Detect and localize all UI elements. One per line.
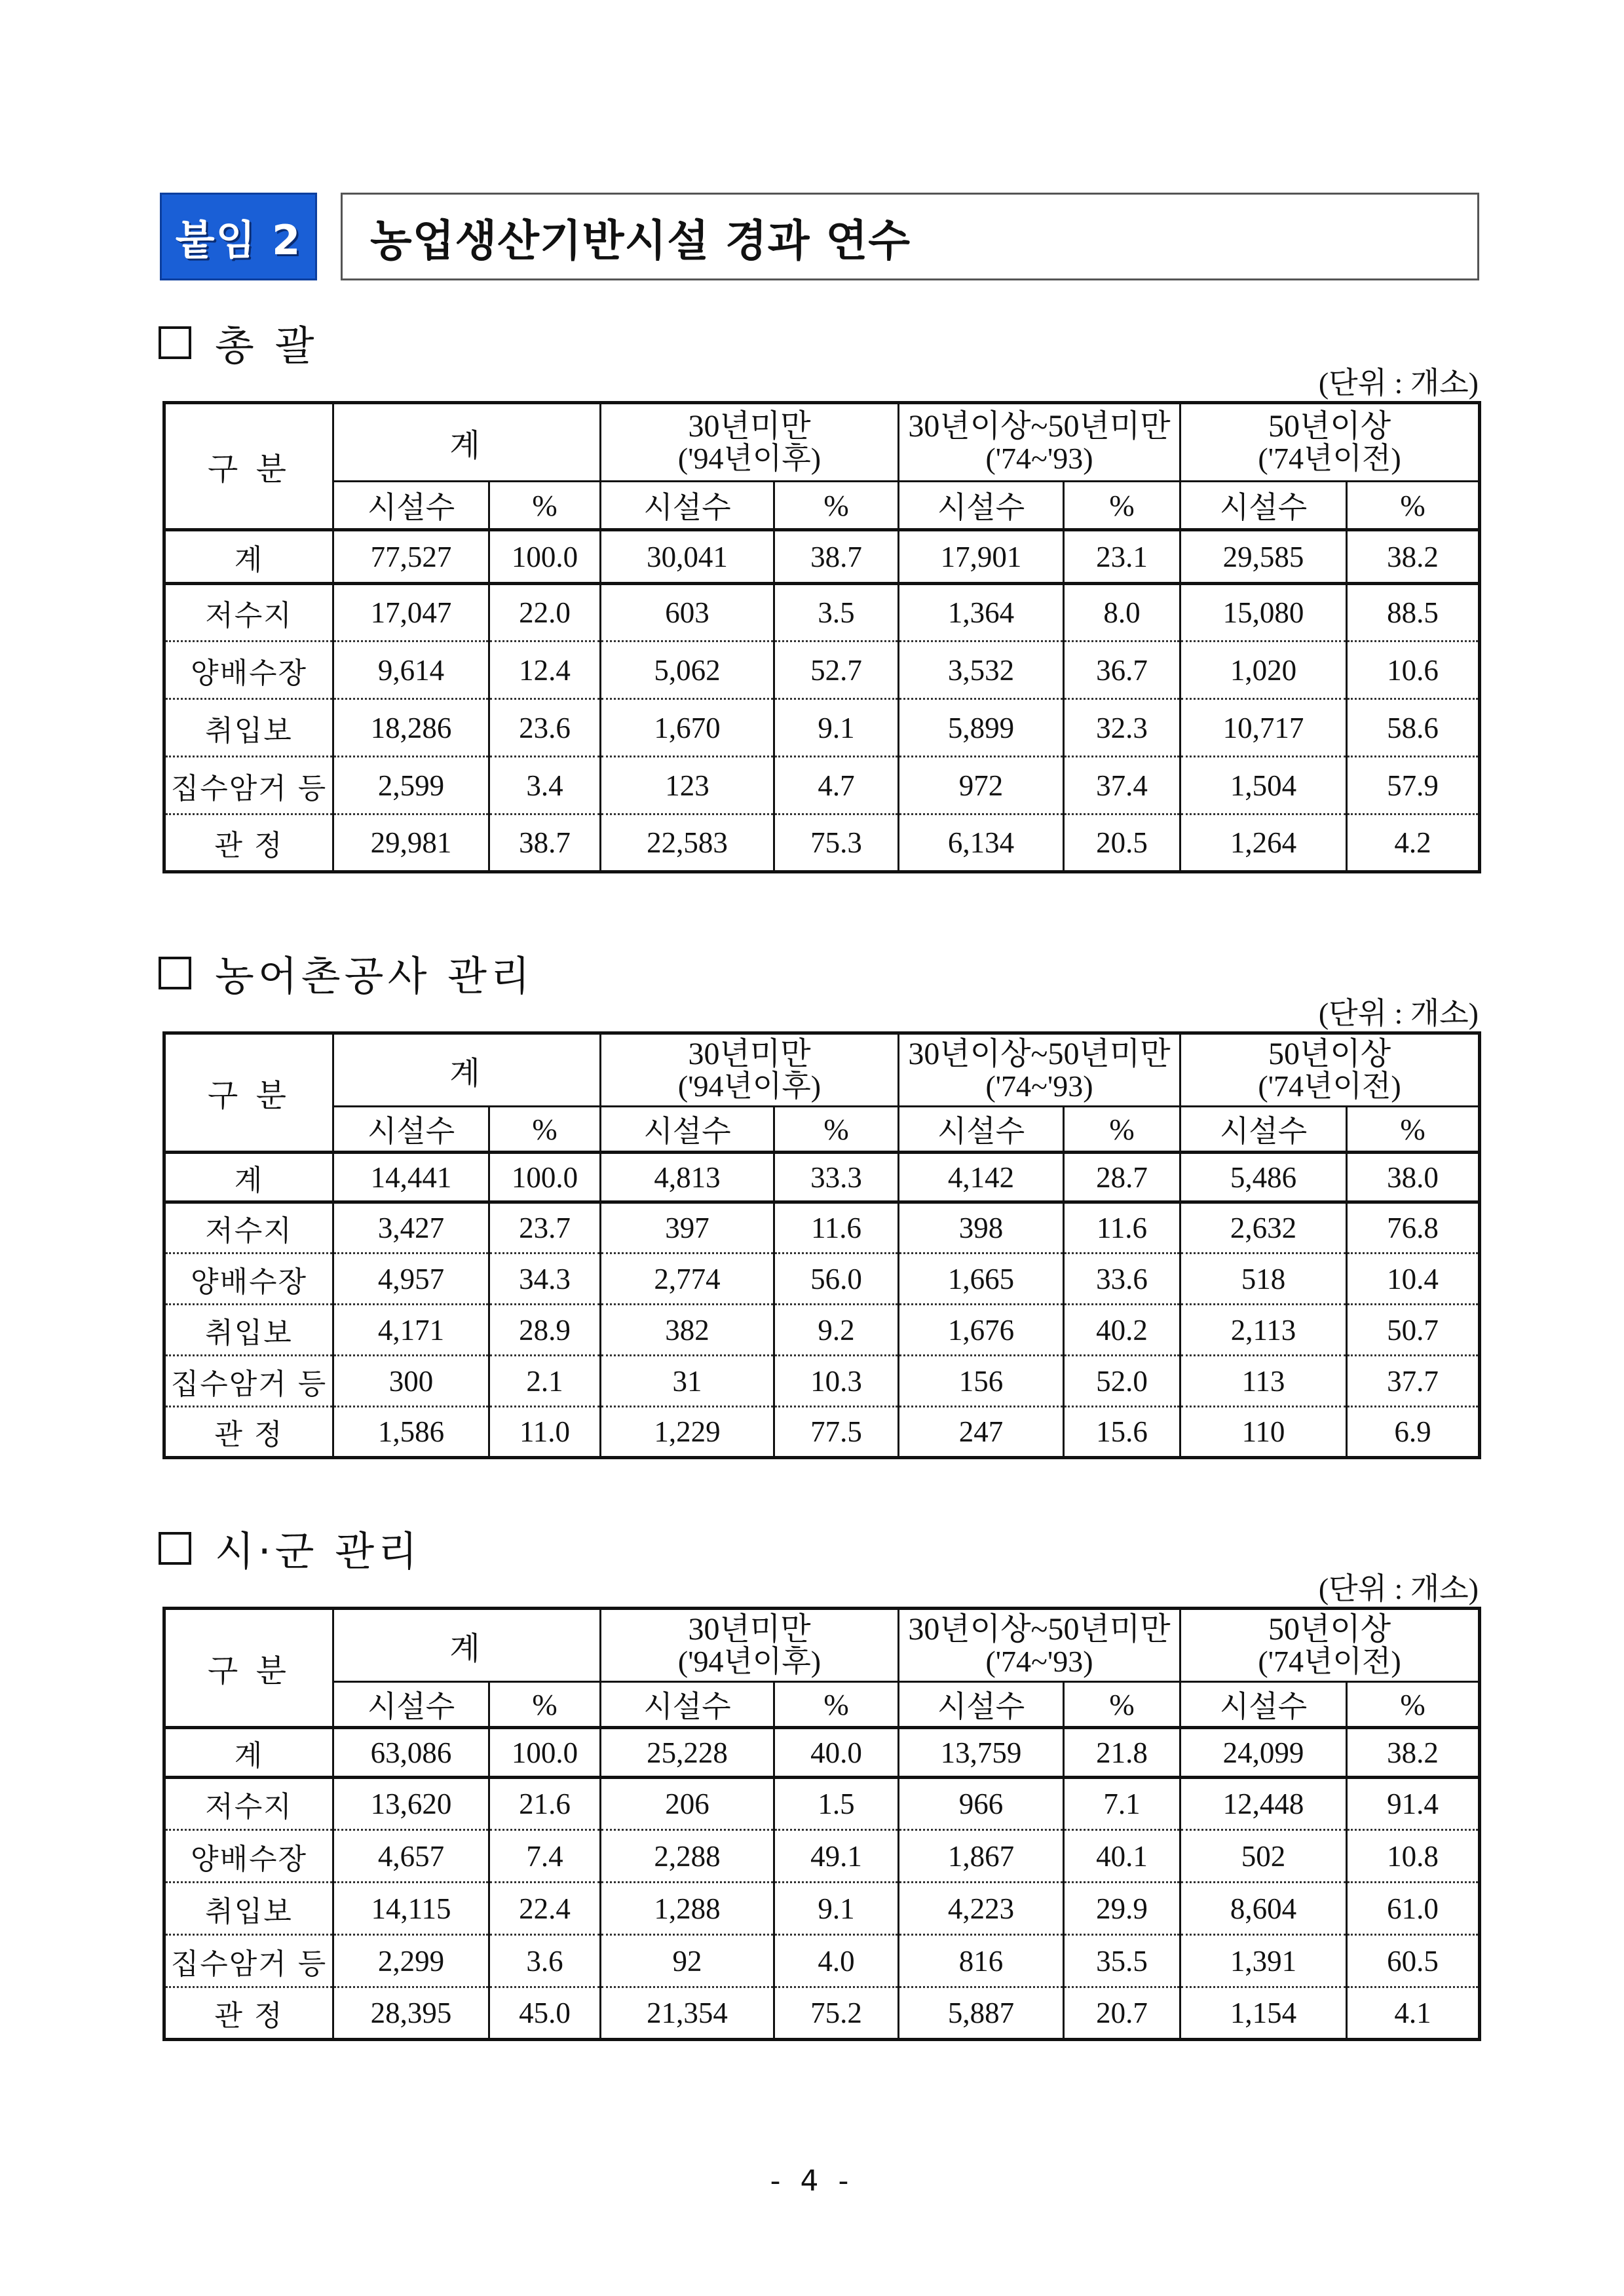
table-cell: 1,665 xyxy=(899,1253,1064,1305)
row-label: 관 정 xyxy=(164,1987,333,2040)
table-cell: 2,599 xyxy=(333,757,489,814)
table-cell: 11.6 xyxy=(774,1202,899,1253)
table-cell: 11.0 xyxy=(489,1407,601,1458)
table-cell: 63,086 xyxy=(333,1728,489,1778)
table-cell: 60.5 xyxy=(1347,1935,1480,1987)
table-cell: 1,364 xyxy=(899,584,1064,641)
row-label: 계 xyxy=(164,530,333,584)
table-cell: 38.0 xyxy=(1347,1153,1480,1202)
table-cell: 40.0 xyxy=(774,1728,899,1778)
table-cell: 6,134 xyxy=(899,814,1064,872)
table-cell: 10.3 xyxy=(774,1356,899,1407)
table-cell: 5,899 xyxy=(899,699,1064,757)
table-cell: 123 xyxy=(601,757,774,814)
table-cell: 20.7 xyxy=(1064,1987,1180,2040)
row-label: 양배수장 xyxy=(164,1830,333,1883)
table-cell: 35.5 xyxy=(1064,1935,1180,1987)
header-count: 시설수 xyxy=(601,482,774,530)
table-cell: 10.6 xyxy=(1347,641,1480,699)
table-cell: 61.0 xyxy=(1347,1883,1480,1935)
header-group-title: 50년이상 xyxy=(1268,408,1391,444)
checkbox-square-icon xyxy=(159,326,191,359)
header-group-period: ('74년이전) xyxy=(1258,1645,1401,1679)
table-cell: 17,901 xyxy=(899,530,1064,584)
table-cell: 15,080 xyxy=(1180,584,1347,641)
header-30-to-50 xyxy=(899,403,1180,482)
row-label: 관 정 xyxy=(164,1407,333,1458)
row-label: 저수지 xyxy=(164,584,333,641)
table-cell: 206 xyxy=(601,1778,774,1830)
header-group-period: ('74년이전) xyxy=(1258,1069,1401,1103)
table-cell: 247 xyxy=(899,1407,1064,1458)
facility-age-table xyxy=(162,1607,1481,2041)
table-cell: 75.2 xyxy=(774,1987,899,2040)
table-row xyxy=(164,584,1480,641)
table-cell: 38.2 xyxy=(1347,530,1480,584)
table-cell: 100.0 xyxy=(489,1728,601,1778)
table-cell: 24,099 xyxy=(1180,1728,1347,1778)
header-total: 계 xyxy=(333,1609,601,1682)
row-label: 계 xyxy=(164,1728,333,1778)
table-cell: 1,229 xyxy=(601,1407,774,1458)
table-row xyxy=(164,1305,1480,1356)
header-count: 시설수 xyxy=(899,482,1064,530)
row-label: 양배수장 xyxy=(164,641,333,699)
table-cell: 502 xyxy=(1180,1830,1347,1883)
row-label: 집수암거 등 xyxy=(164,1356,333,1407)
table-cell: 5,887 xyxy=(899,1987,1064,2040)
row-label: 저수지 xyxy=(164,1202,333,1253)
header-group-period: ('94년이후) xyxy=(677,442,821,476)
table-cell: 14,441 xyxy=(333,1153,489,1202)
header-count: 시설수 xyxy=(1180,1682,1347,1728)
header-count: 시설수 xyxy=(1180,482,1347,530)
header-percent: % xyxy=(489,1682,601,1728)
table-cell: 518 xyxy=(1180,1253,1347,1305)
unit-label: (단위 : 개소) xyxy=(1318,997,1479,1030)
table-cell: 10.8 xyxy=(1347,1830,1480,1883)
table-cell: 49.1 xyxy=(774,1830,899,1883)
checkbox-square-icon xyxy=(159,957,191,989)
table-cell: 40.2 xyxy=(1064,1305,1180,1356)
table-row xyxy=(164,1987,1480,2040)
header-count: 시설수 xyxy=(899,1682,1064,1728)
table-cell: 15.6 xyxy=(1064,1407,1180,1458)
table-cell: 2.1 xyxy=(489,1356,601,1407)
header-30-to-50 xyxy=(899,1033,1180,1107)
table-cell: 14,115 xyxy=(333,1883,489,1935)
unit-label: (단위 : 개소) xyxy=(1318,366,1479,400)
table-cell: 100.0 xyxy=(489,1153,601,1202)
table-row xyxy=(164,1356,1480,1407)
section-heading xyxy=(159,1519,421,1577)
table-cell: 1,288 xyxy=(601,1883,774,1935)
table-cell: 77.5 xyxy=(774,1407,899,1458)
header-count: 시설수 xyxy=(601,1107,774,1153)
table-cell: 4.1 xyxy=(1347,1987,1480,2040)
table-cell: 972 xyxy=(899,757,1064,814)
header-total: 계 xyxy=(333,403,601,482)
header-gubun: 구 분 xyxy=(164,1033,333,1153)
header-count: 시설수 xyxy=(333,1107,489,1153)
table-cell: 1,154 xyxy=(1180,1987,1347,2040)
header-under-30 xyxy=(601,403,899,482)
table-cell: 113 xyxy=(1180,1356,1347,1407)
header-group-title: 30년이상~50년미만 xyxy=(908,408,1171,444)
table-cell: 23.6 xyxy=(489,699,601,757)
table-cell: 12.4 xyxy=(489,641,601,699)
header-percent: % xyxy=(1347,1682,1480,1728)
header-group-title: 30년미만 xyxy=(688,1611,811,1647)
table-cell: 4,813 xyxy=(601,1153,774,1202)
table-cell: 23.7 xyxy=(489,1202,601,1253)
table-row xyxy=(164,1407,1480,1458)
row-label: 취입보 xyxy=(164,1883,333,1935)
header-gubun: 구 분 xyxy=(164,403,333,530)
table-cell: 3.4 xyxy=(489,757,601,814)
table-cell: 9,614 xyxy=(333,641,489,699)
table-row xyxy=(164,1778,1480,1830)
header-percent: % xyxy=(489,1107,601,1153)
header-under-30 xyxy=(601,1033,899,1107)
row-label: 취입보 xyxy=(164,699,333,757)
header-over-50 xyxy=(1180,1609,1480,1682)
header-group-period: ('94년이후) xyxy=(677,1645,821,1679)
table-cell: 3,427 xyxy=(333,1202,489,1253)
table-row xyxy=(164,814,1480,872)
table-cell: 38.2 xyxy=(1347,1728,1480,1778)
table-cell: 77,527 xyxy=(333,530,489,584)
section-title: 농어촌공사 관리 xyxy=(215,952,534,1000)
table-cell: 4,171 xyxy=(333,1305,489,1356)
table-cell: 10.4 xyxy=(1347,1253,1480,1305)
header-over-50 xyxy=(1180,403,1480,482)
table-row xyxy=(164,699,1480,757)
table-cell: 21,354 xyxy=(601,1987,774,2040)
table-cell: 38.7 xyxy=(489,814,601,872)
table-cell: 13,759 xyxy=(899,1728,1064,1778)
table-cell: 1,676 xyxy=(899,1305,1064,1356)
table-cell: 110 xyxy=(1180,1407,1347,1458)
page-title: 농업생산기반시설 경과 연수 xyxy=(341,193,1479,280)
table-cell: 76.8 xyxy=(1347,1202,1480,1253)
table-cell: 4,957 xyxy=(333,1253,489,1305)
table-cell: 56.0 xyxy=(774,1253,899,1305)
table-cell: 4,142 xyxy=(899,1153,1064,1202)
table-cell: 50.7 xyxy=(1347,1305,1480,1356)
table-cell: 75.3 xyxy=(774,814,899,872)
table-cell: 22,583 xyxy=(601,814,774,872)
header-under-30 xyxy=(601,1609,899,1682)
table-row xyxy=(164,1935,1480,1987)
table-cell: 2,299 xyxy=(333,1935,489,1987)
table-cell: 29.9 xyxy=(1064,1883,1180,1935)
table-cell: 20.5 xyxy=(1064,814,1180,872)
row-label: 양배수장 xyxy=(164,1253,333,1305)
header-group-period: ('74~'93) xyxy=(985,442,1093,476)
table-cell: 3.5 xyxy=(774,584,899,641)
table-cell: 37.7 xyxy=(1347,1356,1480,1407)
table-cell: 33.3 xyxy=(774,1153,899,1202)
header-percent: % xyxy=(774,1107,899,1153)
table-cell: 52.7 xyxy=(774,641,899,699)
table-cell: 36.7 xyxy=(1064,641,1180,699)
header-total: 계 xyxy=(333,1033,601,1107)
header-group-title: 30년이상~50년미만 xyxy=(908,1036,1171,1071)
table-cell: 4,657 xyxy=(333,1830,489,1883)
table-cell: 3,532 xyxy=(899,641,1064,699)
table-cell: 8.0 xyxy=(1064,584,1180,641)
table-cell: 23.1 xyxy=(1064,530,1180,584)
section-title: 총 괄 xyxy=(215,322,318,370)
header-percent: % xyxy=(774,1682,899,1728)
table-cell: 816 xyxy=(899,1935,1064,1987)
row-label: 취입보 xyxy=(164,1305,333,1356)
table-cell: 91.4 xyxy=(1347,1778,1480,1830)
header-over-50 xyxy=(1180,1033,1480,1107)
checkbox-square-icon xyxy=(159,1532,191,1565)
table-cell: 2,288 xyxy=(601,1830,774,1883)
header-count: 시설수 xyxy=(601,1682,774,1728)
header-group-period: ('74년이전) xyxy=(1258,442,1401,476)
row-label: 집수암거 등 xyxy=(164,1935,333,1987)
table-cell: 2,632 xyxy=(1180,1202,1347,1253)
header-group-period: ('74~'93) xyxy=(985,1069,1093,1103)
header-group-period: ('74~'93) xyxy=(985,1645,1093,1679)
table-cell: 2,774 xyxy=(601,1253,774,1305)
header-percent: % xyxy=(1064,1107,1180,1153)
page-number: - 4 - xyxy=(770,2164,854,2198)
table-cell: 2,113 xyxy=(1180,1305,1347,1356)
table-row xyxy=(164,1202,1480,1253)
table-cell: 382 xyxy=(601,1305,774,1356)
header-percent: % xyxy=(1347,482,1480,530)
table-cell: 5,486 xyxy=(1180,1153,1347,1202)
table-cell: 1,020 xyxy=(1180,641,1347,699)
table-cell: 1,504 xyxy=(1180,757,1347,814)
table-cell: 33.6 xyxy=(1064,1253,1180,1305)
table-cell: 397 xyxy=(601,1202,774,1253)
facility-age-table xyxy=(162,401,1481,873)
table-cell: 4.0 xyxy=(774,1935,899,1987)
table-cell: 45.0 xyxy=(489,1987,601,2040)
table-cell: 88.5 xyxy=(1347,584,1480,641)
table-cell: 6.9 xyxy=(1347,1407,1480,1458)
table-cell: 38.7 xyxy=(774,530,899,584)
table-cell: 28.7 xyxy=(1064,1153,1180,1202)
table-cell: 966 xyxy=(899,1778,1064,1830)
header-percent: % xyxy=(774,482,899,530)
table-cell: 1,670 xyxy=(601,699,774,757)
section-title: 시·군 관리 xyxy=(215,1527,421,1575)
header-group-title: 30년이상~50년미만 xyxy=(908,1611,1171,1647)
table-cell: 1,264 xyxy=(1180,814,1347,872)
table-cell: 100.0 xyxy=(489,530,601,584)
table-row xyxy=(164,757,1480,814)
table-cell: 28,395 xyxy=(333,1987,489,2040)
row-label: 계 xyxy=(164,1153,333,1202)
row-label: 저수지 xyxy=(164,1778,333,1830)
table-cell: 3.6 xyxy=(489,1935,601,1987)
table-cell: 12,448 xyxy=(1180,1778,1347,1830)
table-cell: 31 xyxy=(601,1356,774,1407)
header-group-title: 50년이상 xyxy=(1268,1611,1391,1647)
table-cell: 4,223 xyxy=(899,1883,1064,1935)
header-30-to-50 xyxy=(899,1609,1180,1682)
attachment-tag: 붙임 2 xyxy=(160,193,317,280)
header-count: 시설수 xyxy=(333,1682,489,1728)
table-cell: 52.0 xyxy=(1064,1356,1180,1407)
table-cell: 9.2 xyxy=(774,1305,899,1356)
table-cell: 37.4 xyxy=(1064,757,1180,814)
table-row xyxy=(164,1728,1480,1778)
unit-label: (단위 : 개소) xyxy=(1318,1572,1479,1605)
table-cell: 92 xyxy=(601,1935,774,1987)
table-cell: 22.4 xyxy=(489,1883,601,1935)
table-cell: 1,586 xyxy=(333,1407,489,1458)
table-cell: 18,286 xyxy=(333,699,489,757)
table-cell: 4.7 xyxy=(774,757,899,814)
table-cell: 58.6 xyxy=(1347,699,1480,757)
header-group-period: ('94년이후) xyxy=(677,1069,821,1103)
table-cell: 17,047 xyxy=(333,584,489,641)
header-percent: % xyxy=(1064,1682,1180,1728)
table-cell: 1.5 xyxy=(774,1778,899,1830)
table-cell: 1,391 xyxy=(1180,1935,1347,1987)
table-cell: 7.1 xyxy=(1064,1778,1180,1830)
section-heading xyxy=(159,313,318,372)
table-cell: 9.1 xyxy=(774,699,899,757)
table-cell: 32.3 xyxy=(1064,699,1180,757)
table-cell: 28.9 xyxy=(489,1305,601,1356)
table-cell: 4.2 xyxy=(1347,814,1480,872)
table-row xyxy=(164,1830,1480,1883)
section-heading xyxy=(159,944,534,1002)
table-row xyxy=(164,1253,1480,1305)
table-cell: 29,585 xyxy=(1180,530,1347,584)
header-gubun: 구 분 xyxy=(164,1609,333,1728)
table-cell: 34.3 xyxy=(489,1253,601,1305)
table-cell: 25,228 xyxy=(601,1728,774,1778)
table-cell: 1,867 xyxy=(899,1830,1064,1883)
table-cell: 300 xyxy=(333,1356,489,1407)
table-row xyxy=(164,530,1480,584)
table-row xyxy=(164,1883,1480,1935)
header-percent: % xyxy=(1347,1107,1480,1153)
table-cell: 30,041 xyxy=(601,530,774,584)
row-label: 집수암거 등 xyxy=(164,757,333,814)
header-count: 시설수 xyxy=(333,482,489,530)
header-group-title: 30년미만 xyxy=(688,1036,811,1071)
row-label: 관 정 xyxy=(164,814,333,872)
table-cell: 9.1 xyxy=(774,1883,899,1935)
table-cell: 29,981 xyxy=(333,814,489,872)
header-count: 시설수 xyxy=(1180,1107,1347,1153)
table-cell: 7.4 xyxy=(489,1830,601,1883)
table-cell: 21.8 xyxy=(1064,1728,1180,1778)
table-cell: 156 xyxy=(899,1356,1064,1407)
table-cell: 398 xyxy=(899,1202,1064,1253)
table-cell: 22.0 xyxy=(489,584,601,641)
table-row xyxy=(164,1153,1480,1202)
table-cell: 8,604 xyxy=(1180,1883,1347,1935)
header-percent: % xyxy=(489,482,601,530)
facility-age-table xyxy=(162,1031,1481,1459)
header-count: 시설수 xyxy=(899,1107,1064,1153)
table-cell: 11.6 xyxy=(1064,1202,1180,1253)
header-percent: % xyxy=(1064,482,1180,530)
header-group-title: 50년이상 xyxy=(1268,1036,1391,1071)
table-cell: 40.1 xyxy=(1064,1830,1180,1883)
table-row xyxy=(164,641,1480,699)
table-cell: 21.6 xyxy=(489,1778,601,1830)
header-group-title: 30년미만 xyxy=(688,408,811,444)
table-cell: 57.9 xyxy=(1347,757,1480,814)
table-cell: 13,620 xyxy=(333,1778,489,1830)
table-cell: 10,717 xyxy=(1180,699,1347,757)
table-cell: 603 xyxy=(601,584,774,641)
table-cell: 5,062 xyxy=(601,641,774,699)
